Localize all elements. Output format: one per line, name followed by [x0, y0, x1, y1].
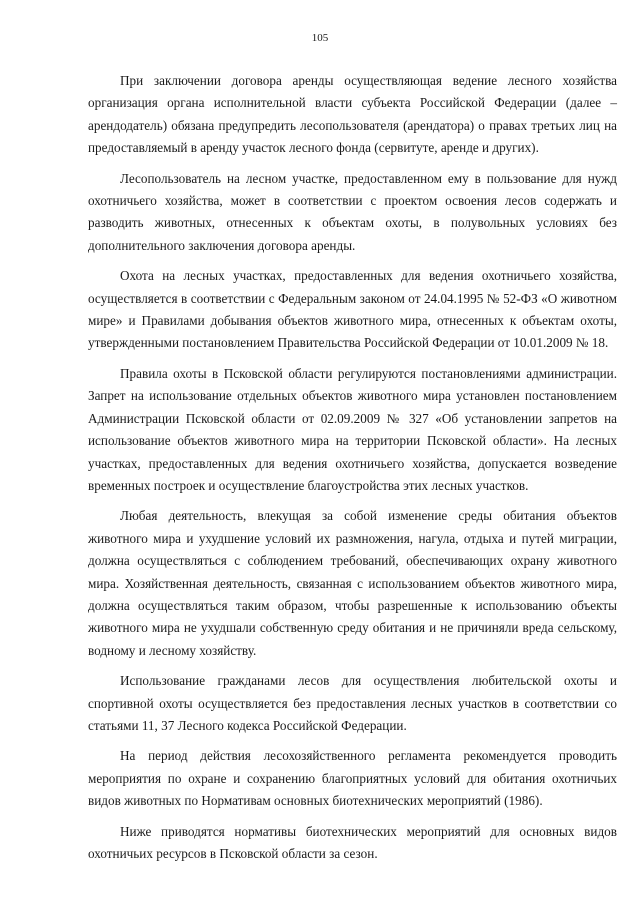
- paragraph-lease-agreement: При заключении договора аренды осуществляющая ведение лесного хозяйства организация органа исполнительной власти субъекта Российской Федерации (далее – арендодатель) обязана предупредить лесопользователя (арендатора) о правах третьих лиц на предоставляемый в аренду участок лесного фонда (сервитуте, аренде и других).: [88, 73, 617, 156]
- page-number: 105: [311, 32, 329, 44]
- body-text: [88, 70, 617, 865]
- paragraph-amateur-hunting: Использование гражданами лесов для осуществления любительской охоты и спортивной охоты осуществляется без предоставления лесных участков в соответствии со статьями 11, 37 Лесного кодекса Российской Федерации.: [88, 673, 617, 733]
- paragraph-biotechnical-measures: На период действия лесохозяйственного регламента рекомендуется проводить мероприятия по охране и сохранению благоприятных условий для обитания охотничьих видов животных по Нормативам основных биотехнических мероприятий (1986).: [88, 748, 617, 809]
- paragraph-norms-intro: Ниже приводятся нормативы биотехнических мероприятий для основных видов охотничьих ресурсов в Псковской области за сезон.: [88, 823, 617, 861]
- paragraph-hunting-law: Охота на лесных участках, предоставленных для ведения охотничьего хозяйства, осуществляется в соответствии с Федеральным законом от 24.04.1995 № 52-ФЗ «О животном мире» и Правилами добывания объектов животного мира, отнесенных к объектам охоты, утвержденными постановлением Правительства Российской Федерации от 10.01.2009 № 18.: [88, 268, 617, 351]
- paragraph-forest-user: Лесопользователь на лесном участке, предоставленном ему в пользование для нужд охотничьего хозяйства, может в соответствии с проектом освоения лесов содержать и разводить животных, отнесенных к объектам охоты, в полувольных условиях без дополнительного заключения договора аренды.: [88, 170, 617, 253]
- paragraph-hunting-rules-pskov: Правила охоты в Псковской области регулируются постановлениями администрации. Запрет на использование отдельных объектов животного мира установлен постановлением Администрации Псковской области от 02.09.2009 № 327 «Об установлении запретов на использование объектов животного мира на территории Псковской области». На лесных участках, предоставленных для ведения охотничьего хозяйства, допускается возведение временных построек и осуществление благоустройства этих лесных участков.: [88, 365, 617, 493]
- paragraph-habitat-protection: Любая деятельность, влекущая за собой изменение среды обитания объектов животного мира и ухудшение условий их размножения, нагула, отдыха и путей миграции, должна осуществляться с соблюдением требований, обеспечивающих охрану животного мира. Хозяйственная деятельность, связанная с использованием объектов животного мира, должна осуществляться таким образом, чтобы разрешенные к использованию объекты животного мира не ухудшали собственную среду обитания и не причиняли вреда сельскому, водному и лесному хозяйству.: [88, 508, 617, 658]
